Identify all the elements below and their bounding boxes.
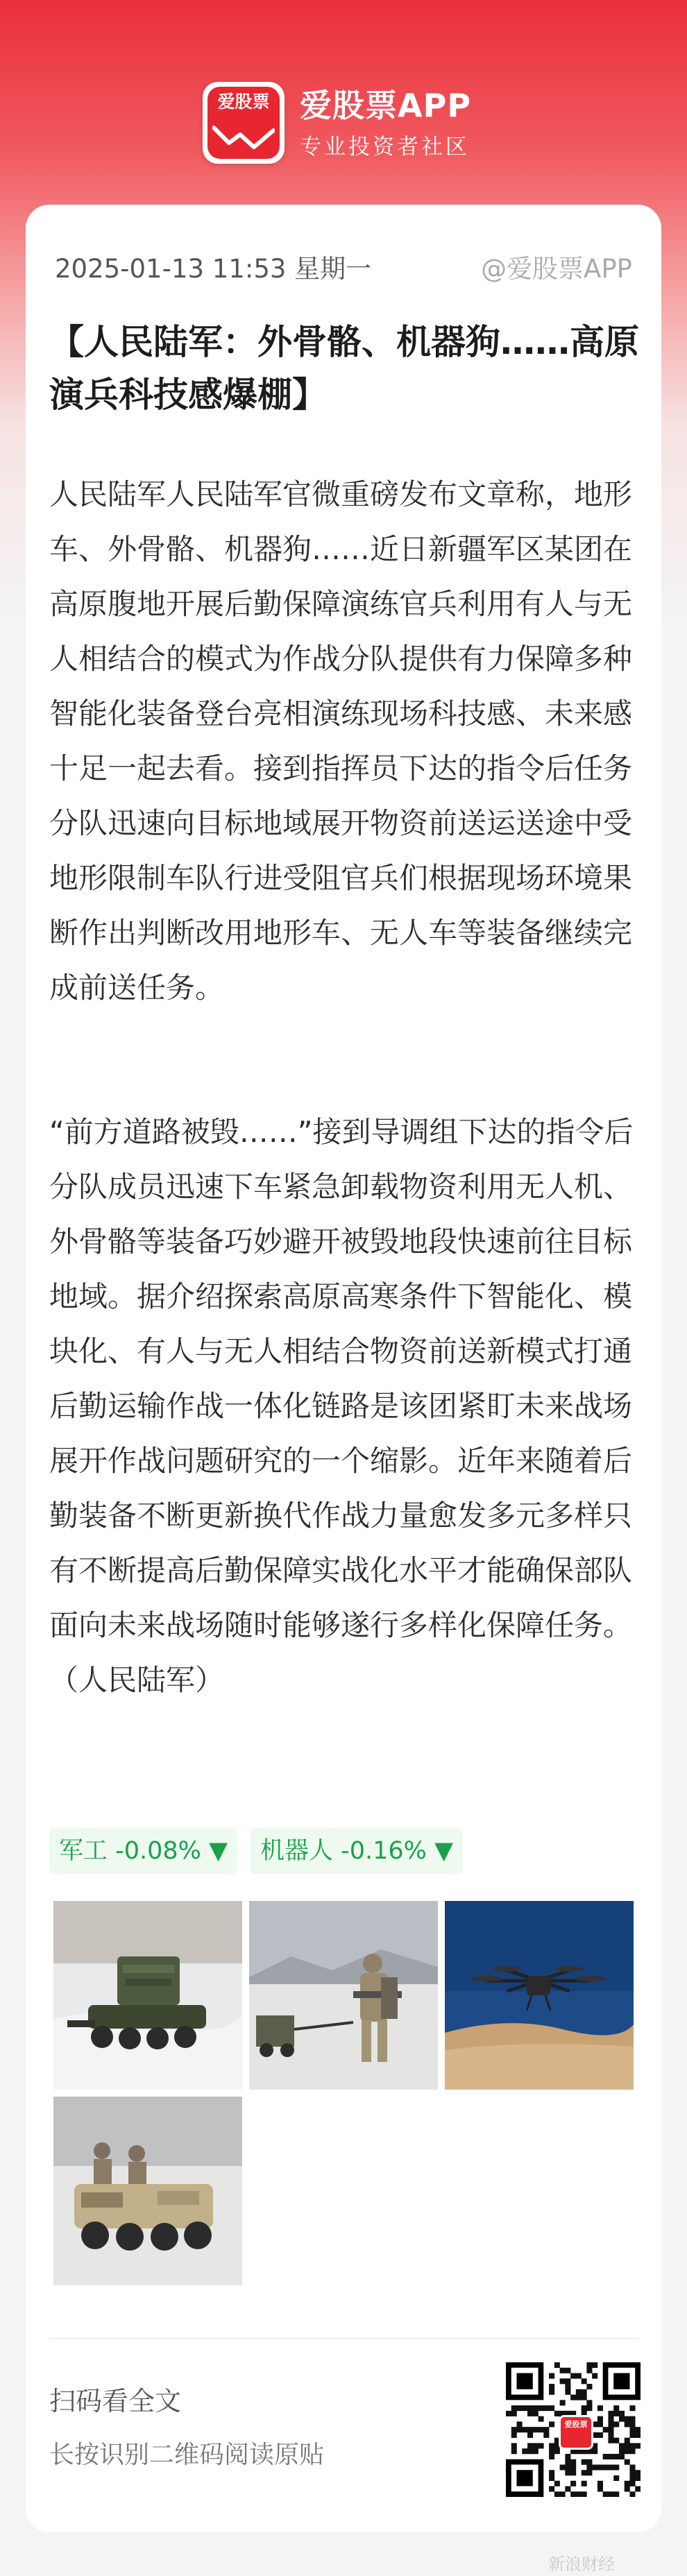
- armored-vehicle-icon: [53, 2097, 242, 2285]
- post-image-2[interactable]: [249, 1901, 438, 2090]
- qr-logo-badge: 爱股票: [559, 2415, 593, 2450]
- app-logo: [203, 82, 285, 164]
- post-title: 【人民陆军：外骨骼、机器狗……高原演兵科技感爆棚】: [49, 322, 639, 415]
- post-image-3[interactable]: [445, 1901, 634, 2090]
- scan-subtitle: 长按识别二维码阅读原贴: [49, 2441, 325, 2469]
- qr-code[interactable]: [506, 2362, 641, 2497]
- scan-title: 扫码看全文: [49, 2386, 182, 2416]
- footer-divider: [49, 2338, 638, 2339]
- chart-trend-icon: [212, 122, 275, 151]
- post-image-4[interactable]: [53, 2097, 242, 2285]
- post-meta: [55, 248, 632, 282]
- brand-subtitle: 专业投资者社区: [300, 135, 470, 160]
- unmanned-ground-vehicle-icon: [53, 1901, 242, 2090]
- post-paragraph-2: “前方道路被毁……”接到导调组下达的指令后分队成员迅速下车紧急卸载物资利用无人机、外骨骼等装备巧妙避开被毁地段快速前往目标地域。据介绍探索高原高寒条件下智能化、模块化、有人与无人相结合物资前送新模式打通后勤运输作战一体化链路是该团紧盯未来战场展开作战问题研究的一个缩影。近年来随着后勤装备不断更新换代作战力量愈发多元多样只有不断提高后勤保障实战化水平才能确保部队面向未来战场随时能够遂行多样化保障任务。（人民陆军）: [49, 1115, 634, 1697]
- soldier-with-robot-icon: [249, 1901, 438, 2090]
- post-source[interactable]: @爱股票APP: [481, 254, 632, 284]
- post-paragraph-1: 人民陆军人民陆军官微重磅发布文章称，地形车、外骨骼、机器狗……近日新疆军区某团在高原腹地开展后勤保障演练官兵利用有人与无人相结合的模式为作战分队提供有力保障多种智能化装备登台亮相演练现场科技感、未来感十足一起去看。接到指挥员下达的指令后任务分队迅速向目标地域展开物资前送运送途中受地形限制车队行进受阻官兵们根据现场环境果断作出判断改用地形车、无人车等装备继续完成前送任务。: [49, 477, 633, 1005]
- app-header: [0, 0, 687, 208]
- post-date: 2025-01-13 11:53 星期一: [55, 254, 372, 284]
- drone-icon: [445, 1901, 634, 2090]
- logo-text: 爱股票: [207, 87, 280, 159]
- brand-title: 爱股票APP: [300, 87, 472, 124]
- post-card: [26, 205, 661, 2532]
- watermark: 新浪财经: [548, 2554, 615, 2574]
- post-image-1[interactable]: [53, 1901, 242, 2090]
- stock-tag-robot[interactable]: 机器人 -0.16% ▼: [251, 1828, 463, 1874]
- stock-tag-military[interactable]: 军工 -0.08% ▼: [49, 1828, 237, 1874]
